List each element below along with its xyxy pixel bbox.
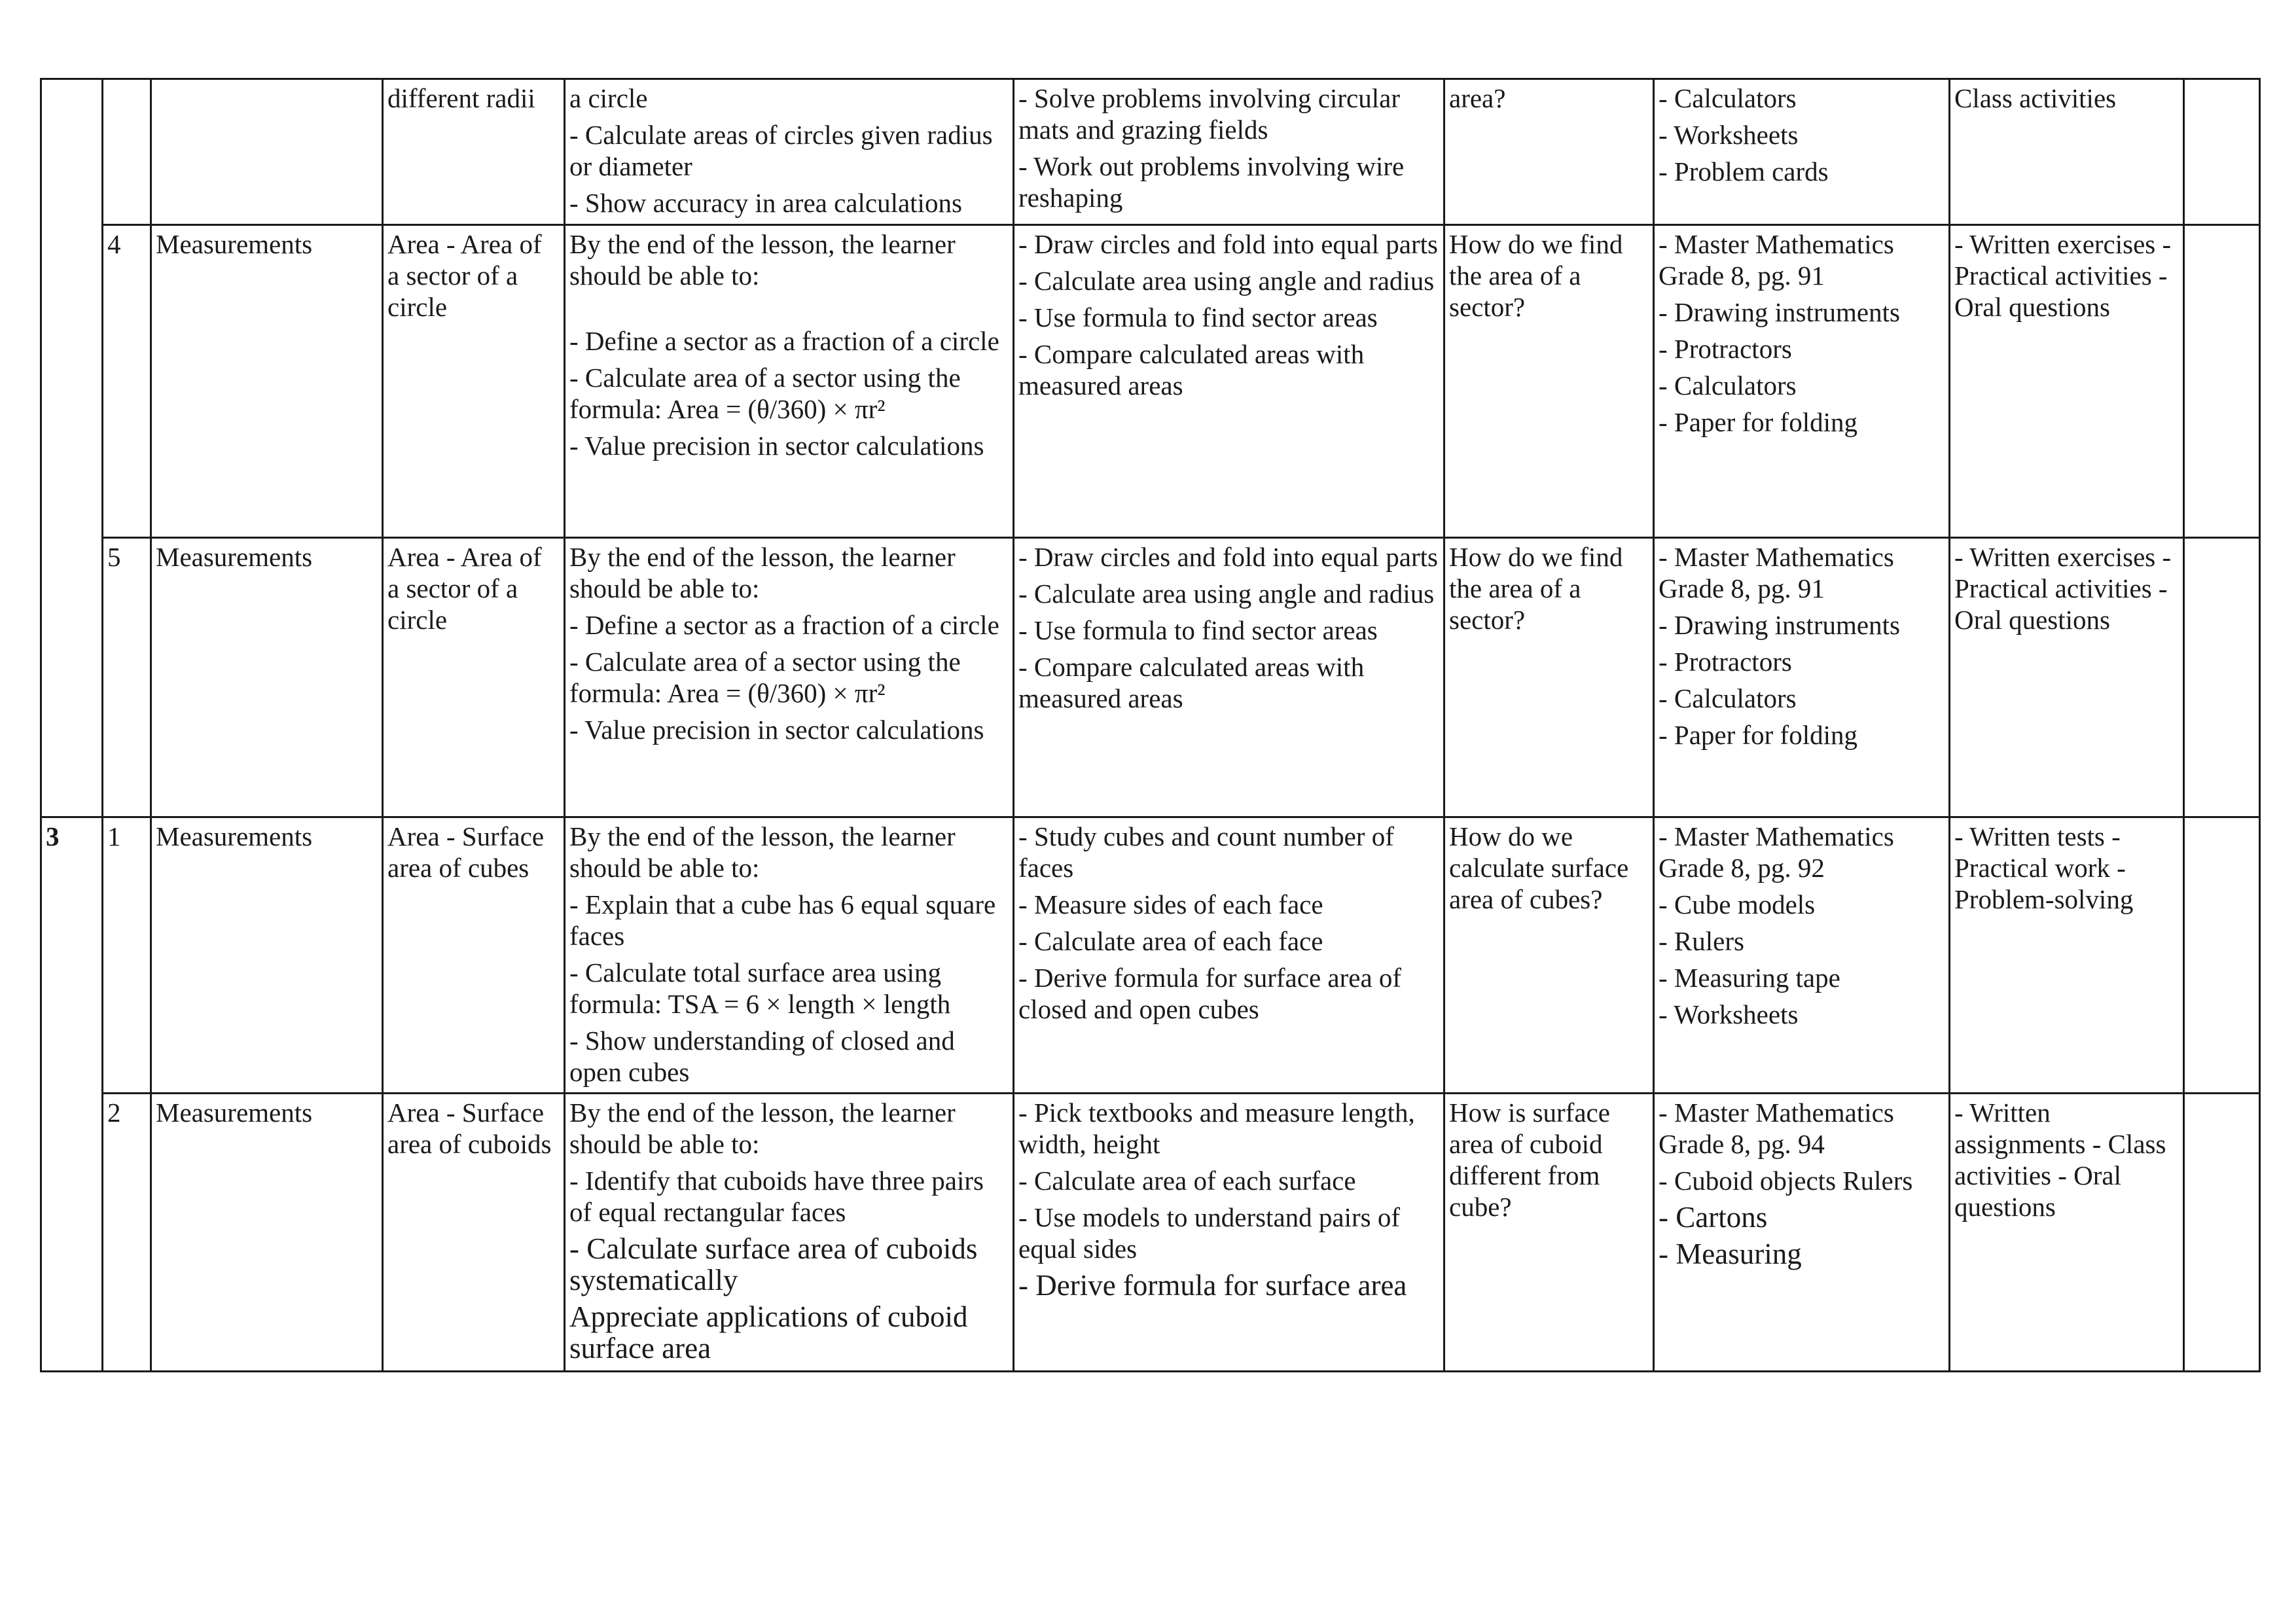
resource-line: - Problem cards: [1659, 156, 1829, 187]
activity-line: - Calculate area using angle and radius: [1018, 579, 1435, 609]
sub-strand-cell: Area - Area of a sector of a circle: [383, 225, 565, 538]
activity-line: - Work out problems involving wire reshaping: [1018, 151, 1405, 213]
lesson-cell: 4: [103, 225, 151, 538]
sub-strand-cell: Area - Surface area of cuboids: [383, 1094, 565, 1372]
resource-line: - Master Mathematics Grade 8, pg. 94: [1659, 1097, 1894, 1159]
resource-line: - Master Mathematics Grade 8, pg. 91: [1659, 542, 1894, 603]
outcome-line: a circle: [569, 83, 648, 113]
outcome-line: - Calculate area of a sector using the formula: Area = (θ/360) × πr²: [569, 363, 961, 424]
activity-line: - Use formula to find sector areas: [1018, 302, 1378, 332]
outcome-line: - Value precision in sector calculations: [569, 715, 984, 745]
strand-cell: Measurements: [151, 225, 383, 538]
strand-cell: [151, 79, 383, 225]
outcome-line: By the end of the lesson, the learner should be able to:: [569, 1097, 956, 1159]
inquiry-question-cell: How do we calculate surface area of cubes?: [1444, 817, 1654, 1094]
resource-line: - Cube models: [1659, 889, 1816, 919]
outcome-line: - Show accuracy in area calculations: [569, 188, 962, 218]
activity-line: - Compare calculated areas with measured areas: [1018, 339, 1365, 401]
outcome-line: Appreciate applications of cuboid surface area: [569, 1300, 968, 1364]
resource-line: - Drawing instruments: [1659, 297, 1900, 327]
activity-line: - Calculate area using angle and radius: [1018, 266, 1435, 296]
resource-line: - Rulers: [1659, 926, 1744, 956]
resource-line: - Master Mathematics Grade 8, pg. 92: [1659, 821, 1894, 883]
assessment-cell: - Written assignments - Class activities - Oral questions: [1950, 1094, 2184, 1372]
resource-line: - Measuring tape: [1659, 963, 1840, 993]
remarks-cell: [2184, 225, 2260, 538]
resource-line: - Worksheets: [1659, 999, 1799, 1029]
lesson-cell: 5: [103, 538, 151, 817]
inquiry-question-cell: How is surface area of cuboid different from cube?: [1444, 1094, 1654, 1372]
resource-line: - Calculators: [1659, 83, 1797, 113]
activity-line: - Derive formula for surface area of closed and open cubes: [1018, 963, 1402, 1024]
outcome-line: - Explain that a cube has 6 equal square faces: [569, 889, 996, 951]
remarks-cell: [2184, 538, 2260, 817]
activity-line: - Draw circles and fold into equal parts: [1018, 542, 1438, 572]
learning-outcomes-cell: [565, 225, 1014, 538]
learning-activities-cell: [1014, 817, 1444, 1094]
outcome-line: - Calculate surface area of cuboids systematically: [569, 1232, 978, 1296]
activity-line: - Calculate area of each face: [1018, 926, 1323, 956]
activity-line: - Pick textbooks and measure length, width, height: [1018, 1097, 1415, 1159]
inquiry-question-cell: How do we find the area of a sector?: [1444, 225, 1654, 538]
resource-line: - Calculators: [1659, 683, 1797, 713]
resource-line: - Protractors: [1659, 647, 1792, 677]
outcome-line: - Calculate total surface area using formula: TSA = 6 × length × length: [569, 957, 951, 1019]
inquiry-question-cell: How do we find the area of a sector?: [1444, 538, 1654, 817]
sub-strand-cell: Area - Surface area of cubes: [383, 817, 565, 1094]
resource-line: - Paper for folding: [1659, 407, 1857, 437]
outcome-line: By the end of the lesson, the learner should be able to:: [569, 229, 956, 291]
resource-line: - Measuring: [1659, 1238, 1802, 1270]
activity-line: - Solve problems involving circular mats and grazing fields: [1018, 83, 1400, 145]
assessment-cell: - Written tests - Practical work - Problem-solving: [1950, 817, 2184, 1094]
resources-cell: [1654, 817, 1950, 1094]
week-cell: [41, 79, 103, 817]
resource-line: - Worksheets: [1659, 120, 1799, 150]
activity-line: - Use formula to find sector areas: [1018, 615, 1378, 645]
remarks-cell: [2184, 1094, 2260, 1372]
resource-line: - Paper for folding: [1659, 720, 1857, 750]
activity-line: - Draw circles and fold into equal parts: [1018, 229, 1438, 259]
outcome-line: - Define a sector as a fraction of a circle: [569, 326, 999, 356]
lesson-cell: 1: [103, 817, 151, 1094]
assessment-cell: Class activities: [1950, 79, 2184, 225]
learning-activities-cell: [1014, 79, 1444, 225]
activity-line: - Compare calculated areas with measured areas: [1018, 652, 1365, 713]
table-row: [41, 538, 2260, 817]
resources-cell: [1654, 79, 1950, 225]
strand-cell: Measurements: [151, 1094, 383, 1372]
outcome-line: - Show understanding of closed and open cubes: [569, 1026, 955, 1087]
outcome-line: - Define a sector as a fraction of a circle: [569, 610, 999, 640]
activity-line: - Calculate area of each surface: [1018, 1166, 1356, 1196]
sub-strand-cell: different radii: [383, 79, 565, 225]
learning-activities-cell: [1014, 538, 1444, 817]
lesson-cell: 2: [103, 1094, 151, 1372]
learning-activities-cell: [1014, 225, 1444, 538]
learning-activities-cell: [1014, 1094, 1444, 1372]
resources-cell: [1654, 225, 1950, 538]
table-row: [41, 817, 2260, 1094]
scheme-of-work-table: [40, 78, 2261, 1372]
activity-line: - Measure sides of each face: [1018, 889, 1323, 919]
outcome-line: - Value precision in sector calculations: [569, 431, 984, 461]
activity-line: - Study cubes and count number of faces: [1018, 821, 1394, 883]
resource-line: - Calculators: [1659, 370, 1797, 401]
lesson-cell: [103, 79, 151, 225]
learning-outcomes-cell: [565, 538, 1014, 817]
outcome-line: By the end of the lesson, the learner should be able to:: [569, 542, 956, 603]
learning-outcomes-cell: [565, 79, 1014, 225]
strand-cell: Measurements: [151, 538, 383, 817]
strand-cell: Measurements: [151, 817, 383, 1094]
learning-outcomes-cell: [565, 817, 1014, 1094]
learning-outcomes-cell: [565, 1094, 1014, 1372]
table-row: [41, 225, 2260, 538]
sub-strand-cell: Area - Area of a sector of a circle: [383, 538, 565, 817]
assessment-cell: - Written exercises - Practical activities - Oral questions: [1950, 538, 2184, 817]
table-row: [41, 1094, 2260, 1372]
remarks-cell: [2184, 817, 2260, 1094]
outcome-line: By the end of the lesson, the learner should be able to:: [569, 821, 956, 883]
week-cell: 3: [41, 817, 103, 1372]
resource-line: - Cartons: [1659, 1201, 1768, 1234]
resources-cell: [1654, 538, 1950, 817]
outcome-line: - Calculate area of a sector using the formula: Area = (θ/360) × πr²: [569, 647, 961, 708]
activity-line: - Derive formula for surface area: [1018, 1269, 1407, 1302]
resource-line: - Protractors: [1659, 334, 1792, 364]
activity-line: - Use models to understand pairs of equal sides: [1018, 1202, 1400, 1264]
remarks-cell: [2184, 79, 2260, 225]
resource-line: - Cuboid objects Rulers: [1659, 1166, 1913, 1196]
inquiry-question-cell: area?: [1444, 79, 1654, 225]
assessment-cell: - Written exercises - Practical activities - Oral questions: [1950, 225, 2184, 538]
table-row: [41, 79, 2260, 225]
resource-line: - Master Mathematics Grade 8, pg. 91: [1659, 229, 1894, 291]
outcome-line: - Calculate areas of circles given radius or diameter: [569, 120, 993, 181]
resource-line: - Drawing instruments: [1659, 610, 1900, 640]
resources-cell: [1654, 1094, 1950, 1372]
outcome-line: - Identify that cuboids have three pairs of equal rectangular faces: [569, 1166, 984, 1227]
